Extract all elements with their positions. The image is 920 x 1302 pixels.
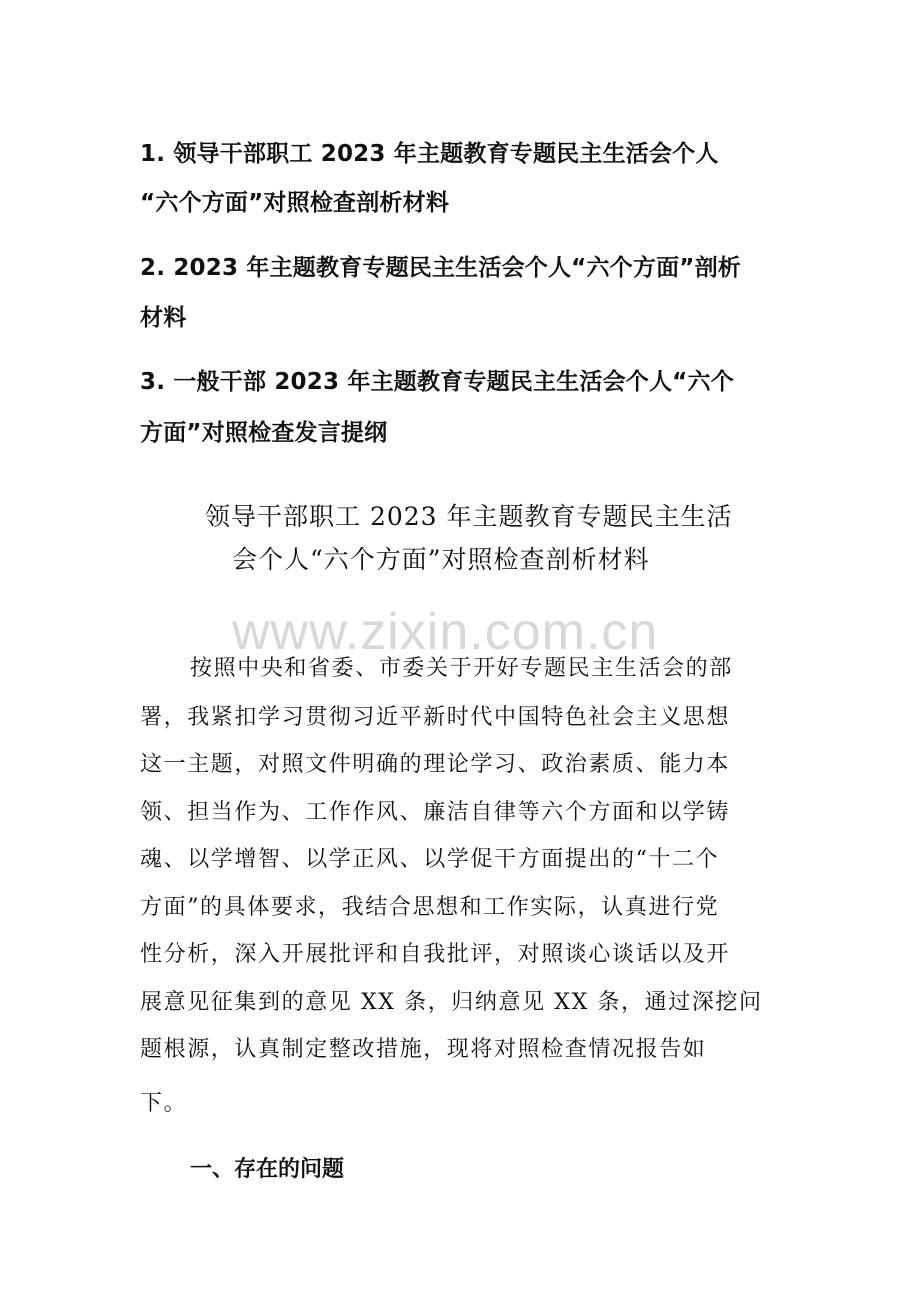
intro-line: 性分析，深入开展批评和自我批评，对照谈心谈话以及开 bbox=[140, 942, 731, 967]
document-title-line-1: 领导干部职工 2023 年主题教育专题民主生活 bbox=[205, 502, 733, 531]
intro-line: 按照中央和省委、市委关于开好专题民主生活会的部 bbox=[190, 656, 733, 681]
toc-item-2-line-1: 2. 2023 年主题教育专题民主生活会个人“六个方面”剖析 bbox=[140, 255, 742, 281]
watermark: www.zixin.com.cn bbox=[232, 603, 659, 661]
intro-line: 展意见征集到的意见 XX 条，归纳意见 XX 条，通过深挖问 bbox=[140, 990, 763, 1015]
intro-line: 下。 bbox=[140, 1091, 188, 1116]
intro-line: 署，我紧扣学习贯彻习近平新时代中国特色社会主义思想 bbox=[140, 705, 731, 730]
toc-item-2-line-2: 材料 bbox=[140, 305, 187, 331]
intro-line: 领、担当作为、工作作风、廉洁自律等六个方面和以学铸 bbox=[140, 800, 731, 825]
intro-line: 方面”的具体要求，我结合思想和工作实际，认真进行党 bbox=[140, 895, 720, 920]
toc-item-1-line-1: 1. 领导干部职工 2023 年主题教育专题民主生活会个人 bbox=[140, 141, 719, 167]
toc-item-3-line-1: 3. 一般干部 2023 年主题教育专题民主生活会个人“六个 bbox=[140, 369, 734, 395]
section-heading-problems: 一、存在的问题 bbox=[190, 1157, 345, 1182]
document-title-line-2: 会个人“六个方面”对照检查剖析材料 bbox=[232, 545, 650, 574]
toc-item-1-line-2: “六个方面”对照检查剖析材料 bbox=[140, 190, 450, 216]
intro-line: 这一主题，对照文件明确的理论学习、政治素质、能力本 bbox=[140, 752, 731, 777]
intro-line: 魂、以学增智、以学正风、以学促干方面提出的“十二个 bbox=[140, 847, 720, 872]
toc-item-3-line-2: 方面”对照检查发言提纲 bbox=[140, 420, 388, 446]
intro-line: 题根源，认真制定整改措施，现将对照检查情况报告如 bbox=[140, 1037, 707, 1062]
